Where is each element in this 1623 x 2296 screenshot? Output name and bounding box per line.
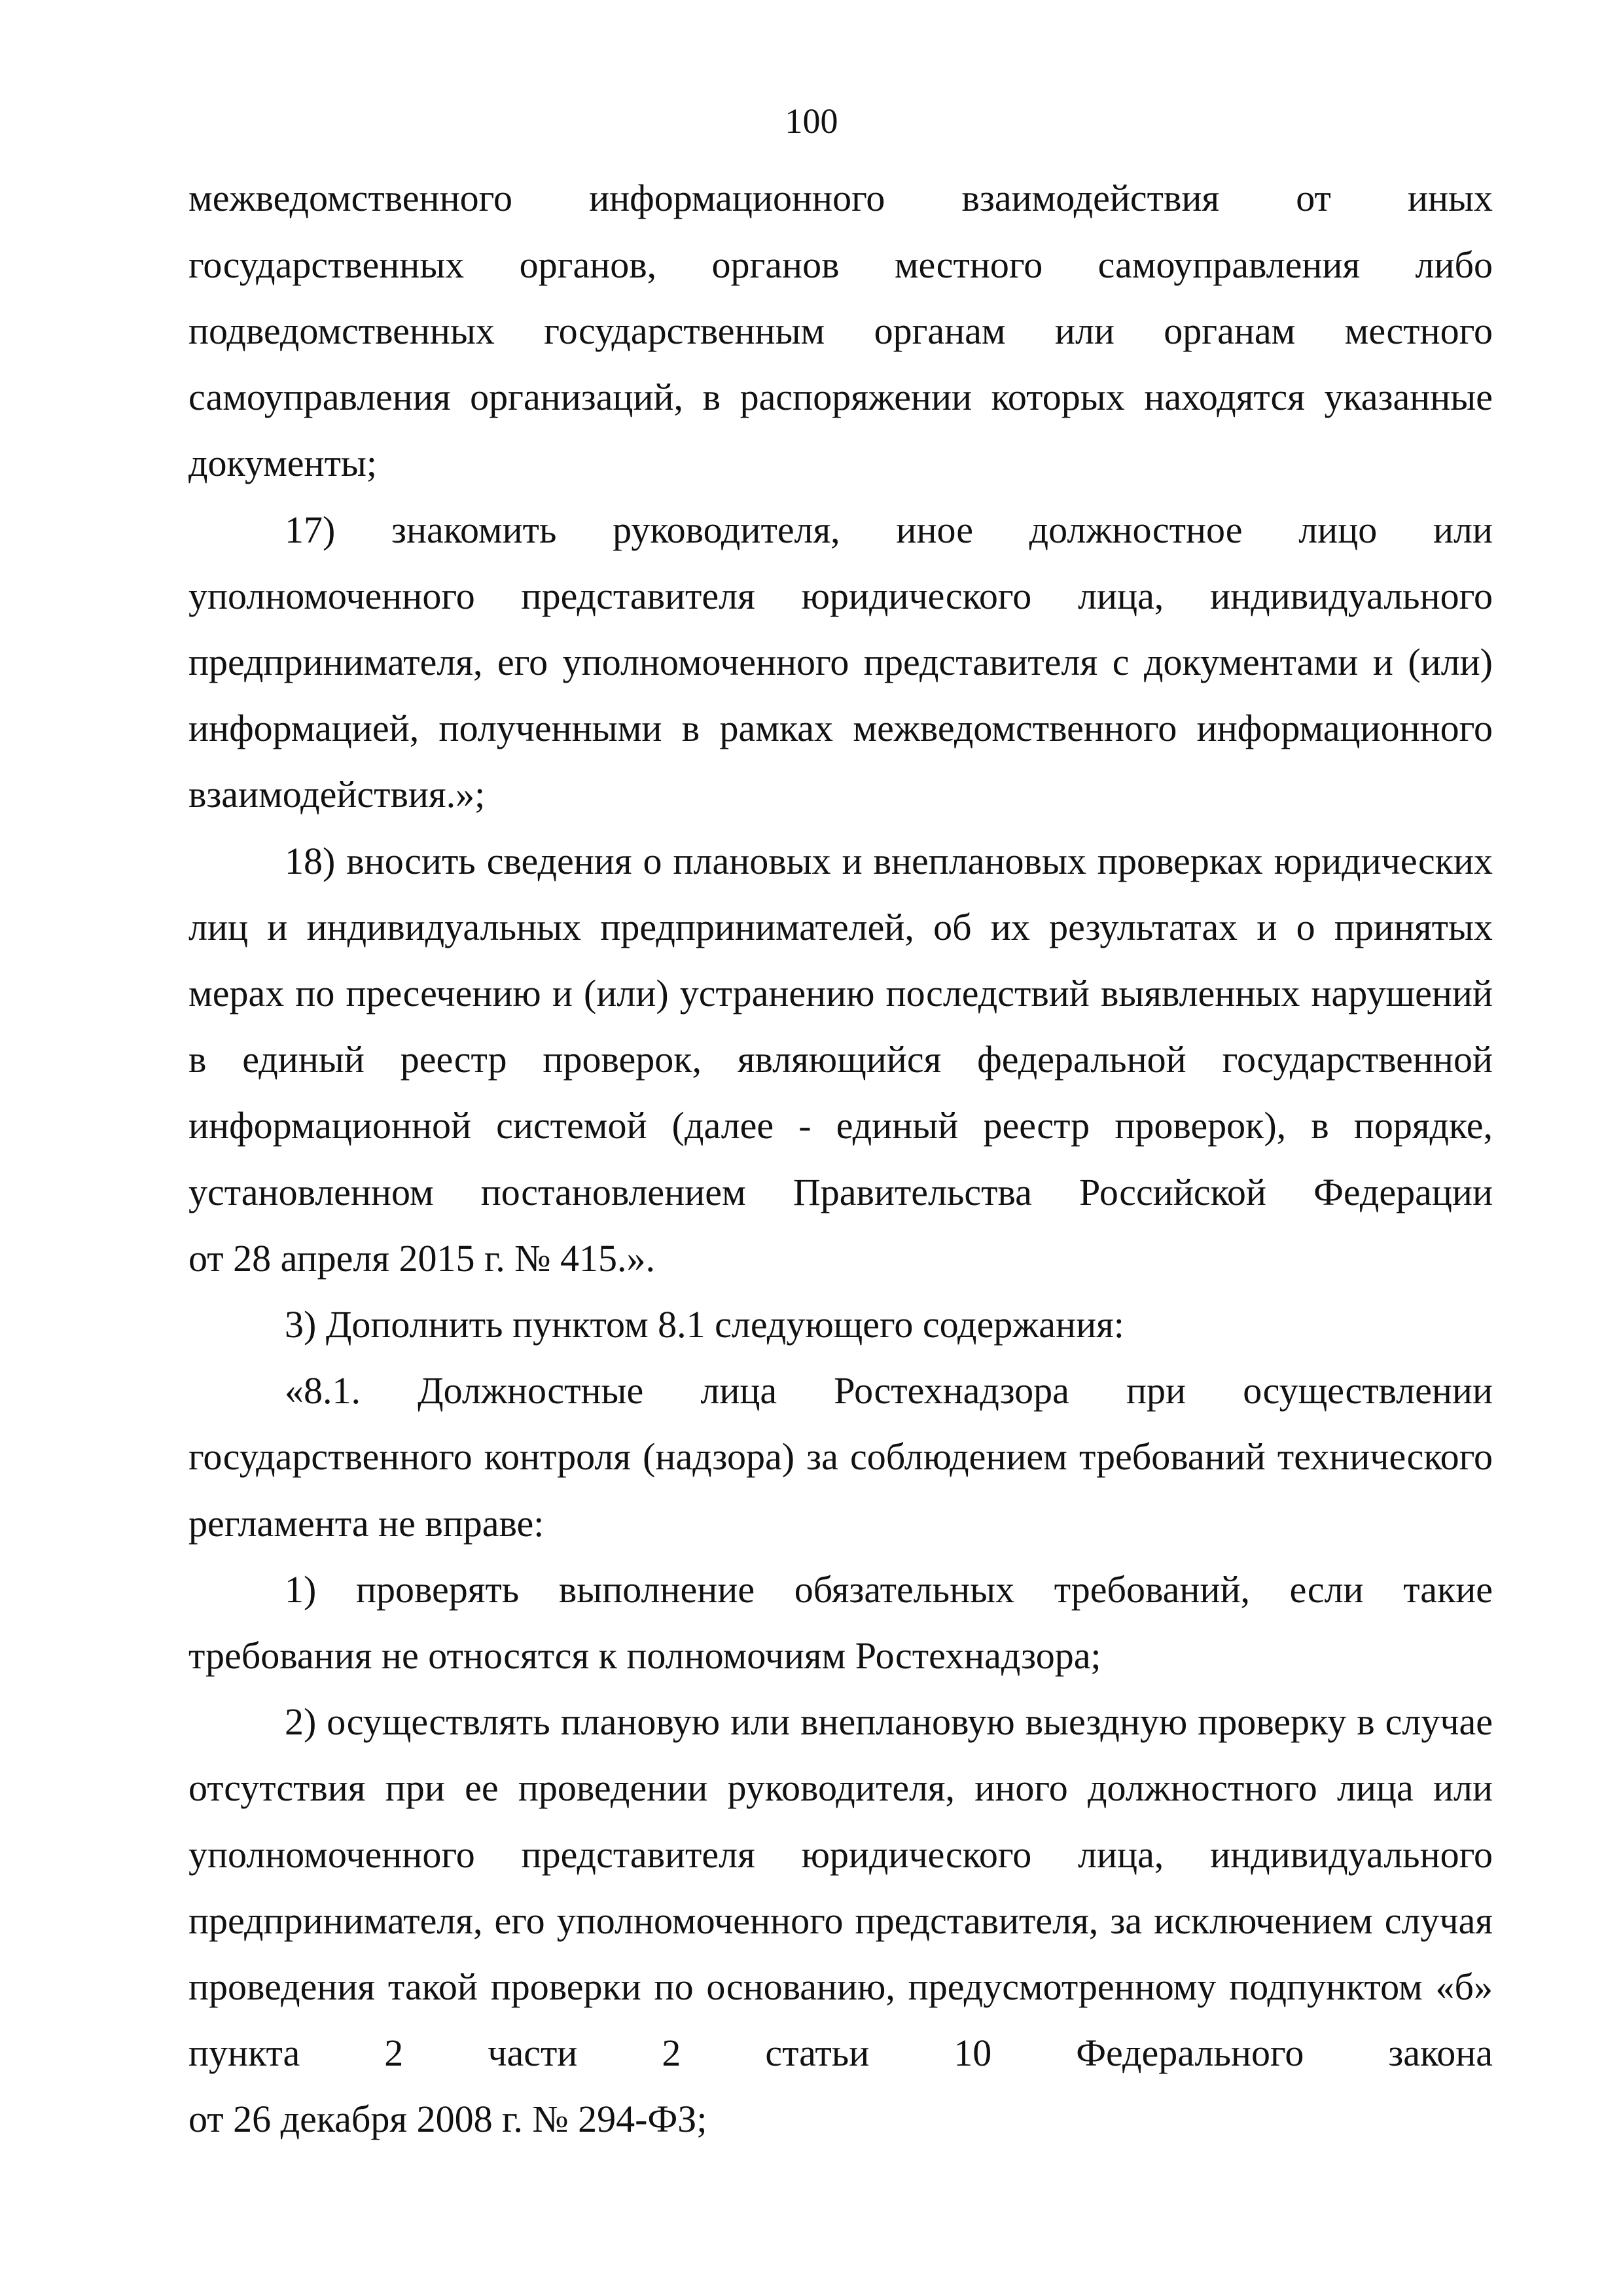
- text-line: государственных органов, органов местного самоуправления либо: [188, 243, 1493, 286]
- text-line: отсутствия при ее проведении руководителя, иного должностного лица или: [188, 1767, 1493, 1809]
- text-line: предпринимателя, его уполномоченного представителя с документами и (или): [188, 641, 1493, 683]
- text-line: 2) осуществлять плановую или внеплановую выездную проверку в случае: [285, 1700, 1493, 1743]
- text-line: 18) вносить сведения о плановых и внеплановых проверках юридических: [285, 840, 1493, 882]
- text-line: взаимодействия.»;: [188, 773, 486, 816]
- text-line: 17) знакомить руководителя, иное должностное лицо или: [285, 509, 1493, 551]
- text-line: документы;: [188, 442, 378, 484]
- text-line: установленном постановлением Правительства Российской Федерации: [188, 1171, 1493, 1213]
- text-line: предпринимателя, его уполномоченного представителя, за исключением случая: [188, 1899, 1493, 1942]
- text-line: самоуправления организаций, в распоряжении которых находятся указанные: [188, 376, 1493, 418]
- text-line: «8.1. Должностные лица Ростехнадзора при осуществлении: [285, 1369, 1493, 1412]
- text-line: информационной системой (далее - единый реестр проверок), в порядке,: [188, 1104, 1493, 1147]
- text-line: межведомственного информационного взаимодействия от иных: [188, 177, 1493, 219]
- text-line: пункта 2 части 2 статьи 10 Федерального закона: [188, 2032, 1493, 2074]
- text-line: от 28 апреля 2015 г. № 415.».: [188, 1237, 656, 1280]
- page-number: 100: [785, 101, 838, 141]
- text-line: от 26 декабря 2008 г. № 294-ФЗ;: [188, 2098, 707, 2140]
- text-line: 3) Дополнить пунктом 8.1 следующего содержания:: [285, 1303, 1124, 1346]
- text-line: уполномоченного представителя юридического лица, индивидуального: [188, 1833, 1493, 1876]
- text-line: требования не относятся к полномочиям Ростехнадзора;: [188, 1634, 1101, 1677]
- text-line: в единый реестр проверок, являющийся федеральной государственной: [188, 1038, 1493, 1081]
- text-line: уполномоченного представителя юридического лица, индивидуального: [188, 575, 1493, 617]
- text-line: проведения такой проверки по основанию, предусмотренному подпунктом «б»: [188, 1965, 1493, 2008]
- text-line: регламента не вправе:: [188, 1502, 544, 1545]
- text-line: лиц и индивидуальных предпринимателей, об их результатах и о принятых: [188, 906, 1493, 948]
- text-line: информацией, полученными в рамках межведомственного информационного: [188, 707, 1493, 749]
- text-line: подведомственных государственным органам или органам местного: [188, 310, 1493, 352]
- text-line: государственного контроля (надзора) за соблюдением требований технического: [188, 1435, 1493, 1478]
- text-line: мерах по пресечению и (или) устранению последствий выявленных нарушений: [188, 972, 1493, 1014]
- text-line: 1) проверять выполнение обязательных требований, если такие: [285, 1568, 1493, 1611]
